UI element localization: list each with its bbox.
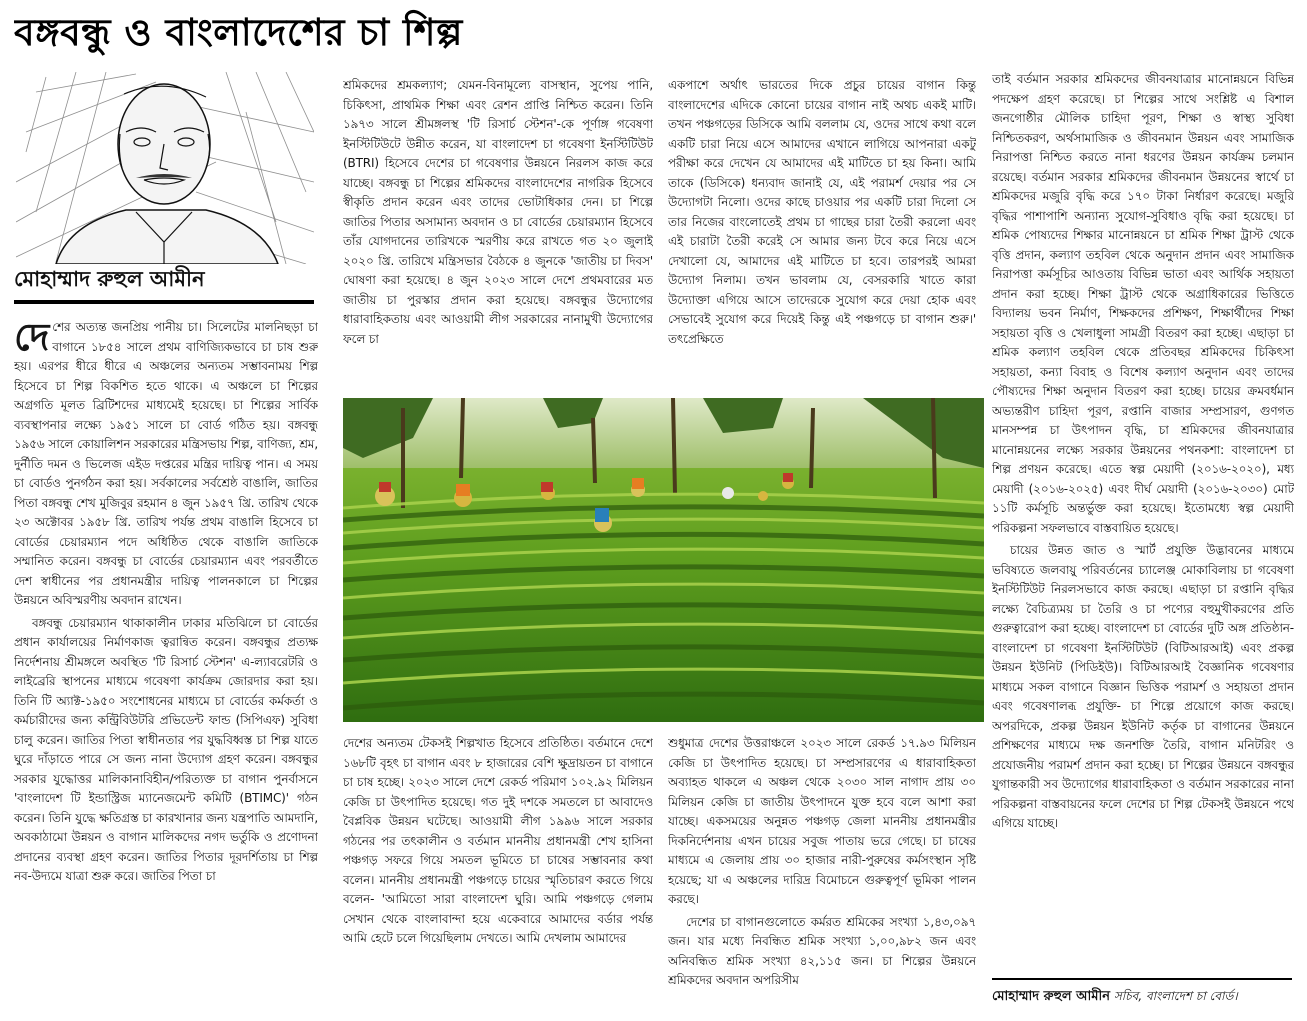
author-signature bbox=[992, 978, 1292, 1014]
paragraph: চায়ের উন্নত জাত ও স্মার্ট প্রযুক্তি উদ্ভাবনের মাধ্যমে ভবিষ্যতে জলবায়ু পরিবর্তনের চ্যালেঞ্জ মোকাবিলায় চা গবেষণা ইনস্টিটিউট নিরলসভাবে কাজ করছে। এছাড়া চা রপ্তানি বৃদ্ধির লক্ষ্যে বৈচিত্র্যময় চা তৈরি ও চা পণ্যের বহুমুখীকরণের প্রতি গুরুত্বারোপ করা হচ্ছে। বাংলাদেশ চা বোর্ডের দুটি অঙ্গ প্রতিষ্ঠান- বাংলাদেশ চা গবেষণা ইনস্টিটিউট (বিটিআরআই) এবং প্রকল্প উন্নয়ন ইউনিট (পিডিইউ)। বিটিআরআই বৈজ্ঞানিক গবেষণার মাধ্যমে সকল বাগানে বিজ্ঞান ভিত্তিক পরামর্শ ও সহায়তা প্রদান এবং গবেষণালব্ধ প্রযুক্তি- চা শিল্পে প্রয়োগে কাজ করছে। অপরদিকে, প্রকল্প উন্নয়ন ইউনিট কর্তৃক চা বাগানের উন্নয়নে প্রশিক্ষণের মাধ্যমে দক্ষ জনশক্তি তৈরি, বাগান মনিটরিং ও প্রযোজনীয় পরামর্শ প্রদান করা হচ্ছে। চা শিল্পের উন্নয়নে বঙ্গবন্ধুর যুগান্তকারী সব উদ্যোগের ধারাবাহিকতা ও বর্তমান সরকারের নানা পরিকল্পনা বাস্তবায়নের ফলে দেশের চা শিল্প টেকসই উন্নয়নে পথে এগিয়ে যাচ্ছে। bbox=[992, 543, 1294, 830]
column-3-top bbox=[668, 76, 976, 392]
headline: বঙ্গবন্ধু ও বাংলাদেশের চা শিল্প bbox=[14, 10, 463, 54]
tea-garden-photo bbox=[343, 398, 984, 722]
paragraph bbox=[14, 318, 318, 611]
paragraph: বঙ্গবন্ধু চেয়ারম্যান থাকাকালীন ঢাকার মতিঝিলে চা বোর্ডের প্রধান কার্যালয়ের নির্মাণকাজ ত্বরান্বিত করেন। বঙ্গবন্ধুর প্রত্যক্ষ নির্দেশনায় শ্রীমঙ্গলে অবস্থিত 'টি রিসার্চ স্টেশন' এ-ল্যাবরেটরি ও লাইব্রেরি স্থাপনের মাধ্যমে গবেষণা কার্যক্রম জোরদার করা হয়। তিনি টি অ্যাক্ট-১৯৫০ সংশোধনের মাধ্যমে চা বোর্ডের কর্মকর্তা ও কর্মচারীদের জন্য কন্ট্রিবিউটরি প্রভিডেন্ট ফান্ড (সিপিএফ) সুবিধা চালু করেন। জাতির পিতা স্বাধীনতার পর যুদ্ধবিধ্বস্ত চা শিল্প যাতে ঘুরে দাঁড়াতে পারে সে জন্য নানা উদ্যোগ গ্রহণ করেন। বঙ্গবন্ধুর সরকার যুদ্ধোত্তর মালিকানাবিহীন/পরিত্যক্ত চা বাগান পুনর্বাসনে 'বাংলাদেশ টি ইন্ডাস্ট্রিজ ম্যানেজমেন্ট কমিটি (BTIMC)' গঠন করেন। তিনি যুদ্ধে ক্ষতিগ্রস্ত চা কারখানার জন্য যন্ত্রপাতি আমদানি, অবকাঠামো উন্নয়ন ও বাগান মালিকদের নগদ ভর্তুকি ও প্রণোদনা প্রদানের ব্যবস্থা গ্রহণ করেন। জাতির পিতার দূরদর্শিতায় চা শিল্প নব-উদ্যমে যাত্রা শুরু করে। জাতির পিতা চা bbox=[14, 615, 318, 883]
paragraph: তাই বর্তমান সরকার শ্রমিকদের জীবনযাত্রার মানোন্নয়নে বিভিন্ন পদক্ষেপ গ্রহণ করেছে। চা শিল্পের সাথে সংশ্লিষ্ট এ বিশাল জনগোষ্ঠীর মৌলিক চাহিদা পূরণ, শিক্ষা ও স্বাস্থ্য সুবিধা নিশ্চিতকরণ, অর্থসামাজিক ও জীবনমান উন্নয়ন এবং সামাজিক নিরাপত্তা নিশ্চিত করতে নানা ধরণের উন্নয়ন কার্যক্রম চলমান রয়েছে। বর্তমান সরকার শ্রমিকদের জীবনমান উন্নয়নের স্বার্থে চা শ্রমিকদের মজুরি বৃদ্ধি করে ১৭০ টাকা নির্ধারণ করেছে। মজুরি বৃদ্ধির পাশাপাশি অন্যান্য সুযোগ-সুবিধাও বৃদ্ধি করা হয়েছে। চা শ্রমিক পোষ্যদের শিক্ষার মানোন্নয়নে চা শ্রমিক শিক্ষা ট্রাস্ট থেকে বৃত্তি প্রদান, কল্যাণ তহবিল থেকে অনুদান প্রদান এবং সামাজিক নিরাপত্তা কর্মসূচির আওতায় বিভিন্ন ভাতা এবং আর্থিক সহায়তা প্রদান করা হচ্ছে। শিক্ষা ট্রাস্ট থেকে অগ্রাধিকারের ভিত্তিতে বিদ্যালয় ভবন নির্মাণ, শিক্ষকদের প্রশিক্ষণ, শিক্ষার্থীদের শিক্ষা সহায়তা বৃত্তি ও খেলাধুলা সামগ্রী বিতরণ করা হচ্ছে। এছাড়া চা শ্রমিক কল্যাণ তহবিল থেকে প্রতিবছর শ্রমিকদের চিকিৎসা সহায়তা, কন্যা বিবাহ ও বিশেষ কল্যাণ অনুদান এবং তাদের পৌষ্যদের শিক্ষা অনুদান বিতরণ করা হচ্ছে। চায়ের ক্রমবর্ধমান অভ্যন্তরীণ চাহিদা পূরণ, রপ্তানি বাজার সম্প্রসারণ, গুণগত মানসম্পন্ন চা উৎপাদন বৃদ্ধি, চা শ্রমিকদের জীবনযাত্রার মানোন্নয়নের লক্ষ্যে সরকার উন্নয়নের পথনকশা: বাংলাদেশ চা শিল্প প্রণয়ন করেছে। এতে স্বল্প মেয়াদী (২০১৬-২০২০), মধ্য মেয়াদী (২০১৬-২০২৫) এবং দীর্ঘ মেয়াদী (২০১৬-২০৩০) মোট ১১টি কর্মসূচি অন্তর্ভুক্ত করা হয়েছে। ইতোমধ্যে স্বল্প মেয়াদী পরিকল্পনা সফলভাবে বাস্তবায়িত হয়েছে। bbox=[992, 72, 1294, 535]
paragraph: একপাশে অর্থাৎ ভারতের দিকে প্রচুর চায়ের বাগান কিন্তু বাংলাদেশের এদিকে কোনো চায়ের বাগান নাই অথচ একই মাটি। তখন পঞ্চগড়ের ডিসিকে আমি বললাম যে, ওদের সাথে কথা বলে একটি চারা নিয়ে এসে আমাদের এখানে লাগিয়ে আপনারা একটু পরীক্ষা করে দেখেন যে আমাদের এই মাটিতে চা হয় কিনা। আমি তাকে (ডিসিকে) ধন্যবাদ জানাই যে, এই পরামর্শ দেয়ার পর সে উদ্যোগটা নিলো। ওদের কাছে চাওয়ার পর একটি চারা দিলো সে তার নিজের বাংলোতেই প্রথম চা গাছের চারা তৈরী করলো এবং এই চারাটা তৈরী করেই সে আমার জন্য টবে করে নিয়ে এসে দেখালো যে, আমাদের এই মাটিতে চা হবে। তারপরই আমরা উদ্যোগ নিলাম। তখন ভাবলাম যে, বেসরকারি খাতে কারা উদ্যোক্তা এগিয়ে আসে তাদেরকে সুযোগ করে দেয়া হোক এবং সেভাবেই সুযোগ করে দিয়েই কিন্তু এই পঞ্চগড়ে চা বাগান শুরু।' তৎপ্রেক্ষিতে bbox=[668, 78, 976, 346]
author-portrait bbox=[16, 72, 314, 264]
column-2-top bbox=[343, 76, 653, 392]
paragraph: দেশের চা বাগানগুলোতে কর্মরত শ্রমিকের সংখ্যা ১,৪৩,০৯৭ জন। যার মধ্যে নিবন্ধিত শ্রমিক সংখ্যা ১,০০,৯৮২ জন এবং অনিবন্ধিত শ্রমিক সংখ্যা ৪২,১১৫ জন। চা শিল্পের উন্নয়নে শ্রমিকদের অবদান অপরিসীম bbox=[668, 914, 976, 987]
paragraph: শ্রমিকদের শ্রমকল্যাণ; যেমন-বিনামূল্যে বাসস্থান, সুপেয় পানি, চিকিৎসা, প্রাথমিক শিক্ষা এবং রেশন প্রাপ্তি নিশ্চিত করেন। তিনি ১৯৭৩ সালে শ্রীমঙ্গলস্থ 'টি রিসার্চ স্টেশন'-কে পূর্ণাঙ্গ গবেষণা ইনস্টিটিউটে উন্নীত করেন, যা বাংলাদেশ চা গবেষণা ইনস্টিটিউট (BTRI) হিসেবে দেশের চা গবেষণার উন্নয়নে নিরলস কাজ করে যাচ্ছে। বঙ্গবন্ধু চা শিল্পের শ্রমিকদের বাংলাদেশের নাগরিক হিসেবে স্বীকৃতি প্রদান করেন এবং তাদের ভোটাধিকার দেন। চা শিল্পে জাতির পিতার অসামান্য অবদান ও চা বোর্ডের চেয়ারম্যান হিসেবে তাঁর যোগদানের তারিখকে স্মরণীয় করে রাখতে গত ২০ জুলাই ২০২০ খ্রি. তারিখে মন্ত্রিসভার বৈঠকে ৪ জুনকে 'জাতীয় চা দিবস' ঘোষণা করা হয়েছে। ৪ জুন ২০২৩ সালে দেশে প্রথমবারের মত জাতীয় চা পুরস্কার প্রদান করা হয়েছে। বঙ্গবন্ধুর উদ্যোগের ধারাবাহিকতায় এবং আওয়ামী লীগ সরকারের নানামুখী উদ্যোগের ফলে চা bbox=[343, 78, 653, 346]
author-byline: মোহাম্মাদ রুহুল আমীন bbox=[14, 258, 314, 304]
column-1 bbox=[14, 318, 318, 1018]
dropcap: দে bbox=[14, 318, 50, 359]
column-2-bottom bbox=[343, 734, 653, 1018]
signature-name: মোহাম্মাদ রুহুল আমীন bbox=[992, 989, 1110, 1004]
column-4 bbox=[992, 70, 1294, 972]
column-3-bottom bbox=[668, 734, 976, 1018]
paragraph-text: শের অত্যন্ত জনপ্রিয় পানীয় চা। সিলেটের মালনিছড়া চা বাগানে ১৮৫৪ সালে প্রথম বাণিজ্যিকভাবে চা চাষ শুরু হয়। এরপর ধীরে ধীরে এ অঞ্চলের অন্যতম সম্ভাবনাময় শিল্প হিসেবে চা শিল্প বিকশিত হতে থাকে। এ অঞ্চলে চা শিল্পের অগ্রগতি মূলত ব্রিটিশদের মাধ্যমেই হয়েছে। চা শিল্পের সার্বিক ব্যবস্থাপনার লক্ষ্যে ১৯৫১ সালে চা বোর্ড গঠিত হয়। বঙ্গবন্ধু ১৯৫৬ সালে কোয়ালিশন সরকারের মন্ত্রিসভায় শিল্প, বাণিজ্য, শ্রম, দুর্নীতি দমন ও ভিলেজ এইড দপ্তরের মন্ত্রির দায়িত্ব পান। এ সময় চা বোর্ডও পুনর্গঠন করা হয়। সর্বকালের সর্বশ্রেষ্ঠ বাঙালি, জাতির পিতা বঙ্গবন্ধু শেখ মুজিবুর রহমান ৪ জুন ১৯৫৭ খ্রি. তারিখ থেকে ২৩ অক্টোবর ১৯৫৮ খ্রি. তারিখ পর্যন্ত প্রথম বাঙালি হিসেবে চা বোর্ডের চেয়ারম্যান পদে অধিষ্ঠিত থেকে বাঙালি জাতিকে সম্মানিত করেন। বঙ্গবন্ধু চা বোর্ডের চেয়ারম্যান এবং পরবর্তীতে দেশ স্বাধীনের পর প্রধানমন্ত্রীর দায়িত্ব পালনকালে চা শিল্পের উন্নয়নে অবিস্মরণীয় অবদান রাখেন। bbox=[14, 320, 318, 607]
signature-title: সচিব, বাংলাদেশ চা বোর্ড। bbox=[1110, 989, 1238, 1003]
paragraph: শুধুমাত্র দেশের উত্তরাঞ্চলে ২০২৩ সালে রেকর্ড ১৭.৯৩ মিলিয়ন কেজি চা উৎপাদিত হয়েছে। চা সম্প্রসারণের এ ধারাবাহিকতা অব্যাহত থাকলে এ অঞ্চল থেকে ২০৩০ সাল নাগাদ প্রায় ৩০ মিলিয়ন কেজি চা জাতীয় উৎপাদনে যুক্ত হবে বলে আশা করা যাচ্ছে। একসময়ের অনুন্নত পঞ্চগড় জেলা মাননীয় প্রধানমন্ত্রীর দিকনির্দেশনায় এখন চায়ের সবুজ পাতায় ভরে গেছে। চা চাষের মাধ্যমে এ জেলায় প্রায় ৩০ হাজার নারী-পুরুষের কর্মসংস্থান সৃষ্টি হয়েছে; যা এ অঞ্চলের দারিদ্র বিমোচনে গুরুত্বপূর্ণ ভূমিকা পালন করছে। bbox=[668, 736, 976, 906]
paragraph: দেশের অন্যতম টেকসই শিল্পখাত হিসেবে প্রতিষ্ঠিত। বর্তমানে দেশে ১৬৮টি বৃহৎ চা বাগান এবং ৮ হাজারের বেশি ক্ষুদ্রায়তন চা বাগানে চা চাষ হচ্ছে। ২০২৩ সালে দেশে রেকর্ড পরিমাণ ১০২.৯২ মিলিয়ন কেজি চা উৎপাদিত হয়েছে। গত দুই দশকে সমতলে চা আবাদেও বৈপ্লবিক উন্নয়ন ঘটেছে। আওয়ামী লীগ ১৯৯৬ সালে সরকার গঠনের পর তৎকালীন ও বর্তমান মাননীয় প্রধানমন্ত্রী শেখ হাসিনা পঞ্চগড় সফরে গিয়ে সমতল ভূমিতে চা চাষের সম্ভাবনার কথা বলেন। মাননীয় প্রধানমন্ত্রী পঞ্চগড়ে চায়ের স্মৃতিচারণ করতে গিয়ে বলেন- 'আমিতো সারা বাংলাদেশ ঘুরি। আমি পঞ্চগড়ে গেলাম সেখান থেকে বাংলাবান্দা হয়ে একেবারে আমাদের বর্ডার পর্যন্ত আমি হেটে চলে গিয়েছিলাম দেখতে। আমি দেখলাম আমাদের bbox=[343, 736, 653, 945]
